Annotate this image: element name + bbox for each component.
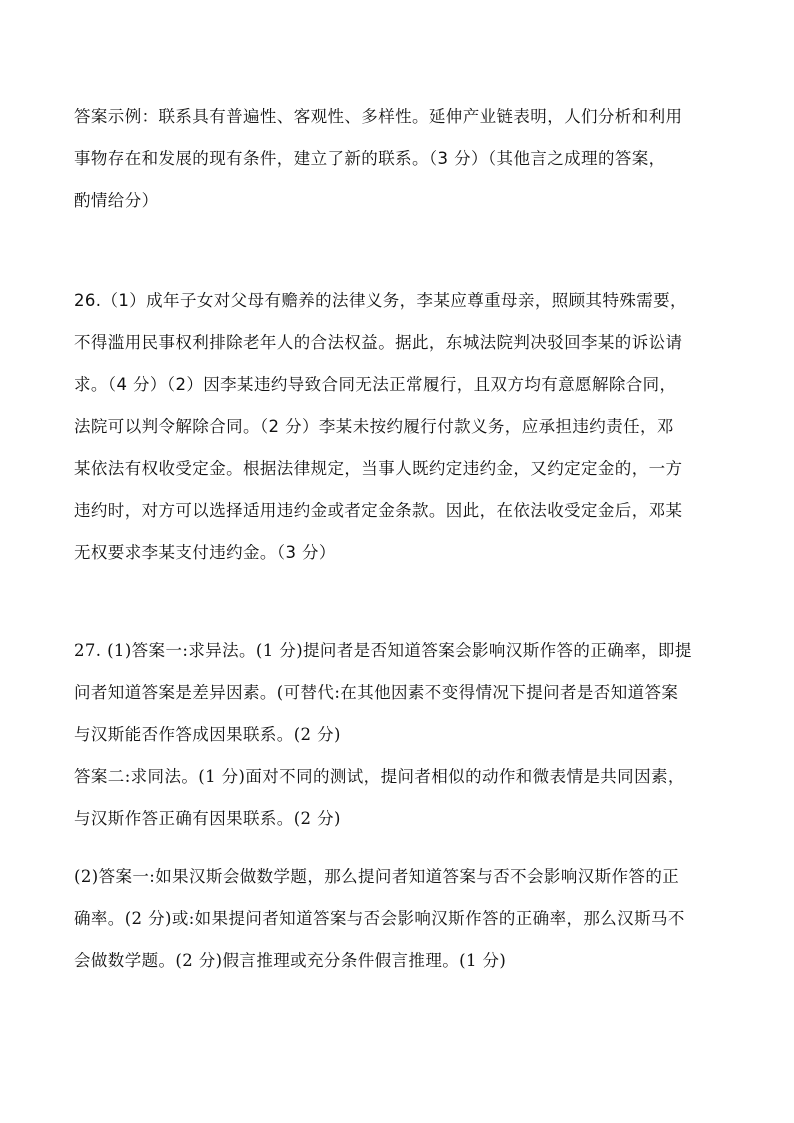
q26-answer-line-2: 不得滥用民事权利排除老年人的合法权益。据此，东城法院判决驳回李某的诉讼请 [74,333,683,352]
q26-answer-line-4: 法院可以判令解除合同。（2 分）李某未按约履行付款义务，应承担违约责任，邓 [74,417,674,436]
q27-part1-line-5: 与汉斯作答正确有因果联系。(2 分) [74,809,341,828]
q25-answer-line-3: 酌情给分） [74,191,159,210]
q27-part1-line-3: 与汉斯能否作答成因果联系。(2 分) [74,725,341,744]
q25-answer-line-2: 事物存在和发展的现有条件，建立了新的联系。（3 分）（其他言之成理的答案， [74,149,666,168]
q26-answer-line-7: 无权要求李某支付违约金。（3 分） [74,543,336,562]
q25-answer-line-1: 答案示例：联系具有普遍性、客观性、多样性。延伸产业链表明，人们分析和利用 [74,107,683,126]
q27-part2-line-3: 会做数学题。(2 分)假言推理或充分条件假言推理。(1 分) [74,951,507,970]
q26-answer-line-1: 26.（1）成年子女对父母有赡养的法律义务，李某应尊重母亲，照顾其特殊需要， [74,291,687,310]
q26-answer-line-3: 求。（4 分）（2）因李某违约导致合同无法正常履行，且双方均有意愿解除合同， [74,375,677,394]
q27-part2-line-1: (2)答案一:如果汉斯会做数学题，那么提问者知道答案与否不会影响汉斯作答的正 [74,867,680,886]
q27-part1-line-2: 问者知道答案是差异因素。(可替代:在其他因素不变得情况下提问者是否知道答案 [74,683,679,702]
q27-part1-line-4: 答案二:求同法。(1 分)面对不同的测试，提问者相似的动作和微表情是共同因素， [74,767,685,786]
q26-answer-line-5: 某依法有权收受定金。根据法律规定，当事人既约定违约金，又约定定金的，一方 [74,459,683,478]
q27-part1-line-1: 27. (1)答案一:求异法。(1 分)提问者是否知道答案会影响汉斯作答的正确率，即提 [74,641,692,660]
q27-part2-line-2: 确率。(2 分)或:如果提问者知道答案与否会影响汉斯作答的正确率，那么汉斯马不 [74,909,685,928]
q26-answer-line-6: 违约时，对方可以选择适用违约金或者定金条款。因此，在依法收受定金后，邓某 [74,501,683,520]
